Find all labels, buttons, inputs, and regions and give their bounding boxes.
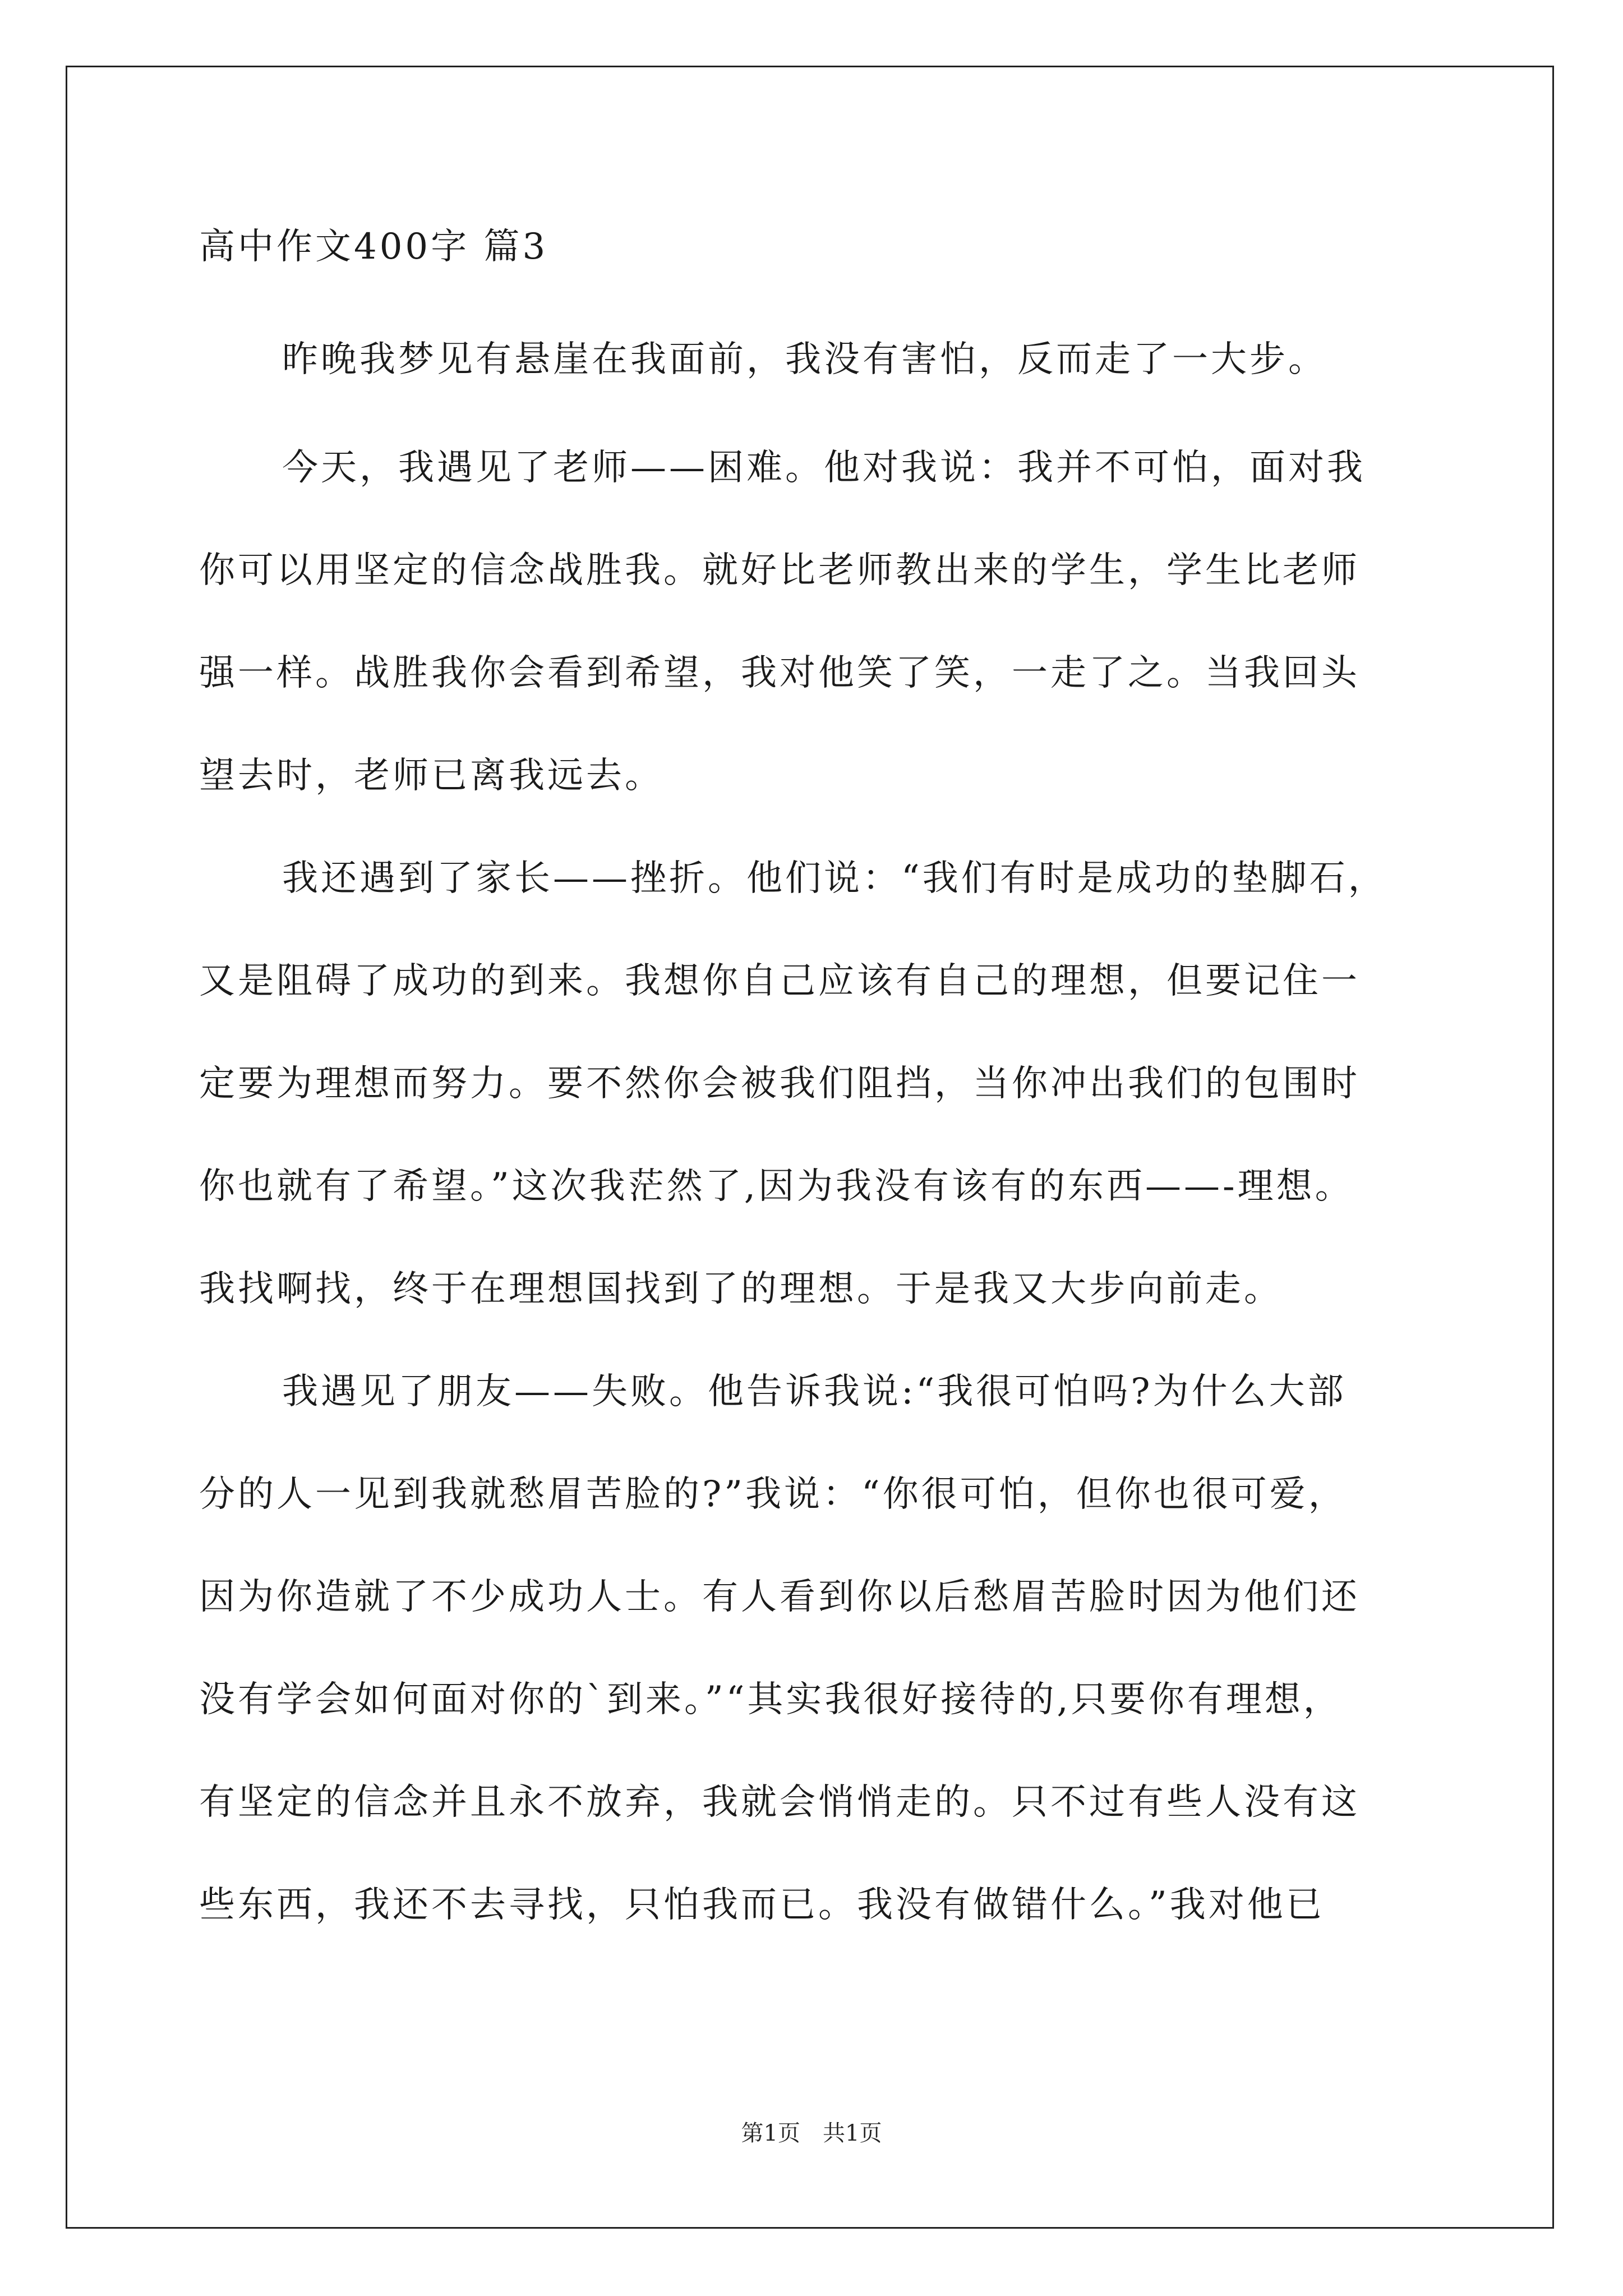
page-number: 第1页 <box>741 2120 800 2146</box>
text-line: 我还遇到了家长——挫折。他们说：“我们有时是成功的垫脚石， <box>282 858 1387 899</box>
text-line: 定要为理想而努力。要不然你会被我们阻挡，当你冲出我们的包围时 <box>199 1063 1360 1105</box>
text-line: 望去时，老师已离我远去。 <box>199 755 663 797</box>
text-line: 我找啊找，终于在理想国找到了的理想。于是我又大步向前走。 <box>199 1268 1283 1310</box>
text-line: 因为你造就了不少成功人士。有人看到你以后愁眉苦脸时因为他们还 <box>199 1576 1360 1618</box>
page-total: 共1页 <box>823 2120 882 2146</box>
text-line: 你可以用坚定的信念战胜我。就好比老师教出来的学生，学生比老师 <box>199 550 1360 591</box>
page-footer <box>0 2119 1623 2147</box>
text-line: 又是阻碍了成功的到来。我想你自己应该有自己的理想，但要记住一 <box>199 960 1360 1002</box>
text-line: 有坚定的信念并且永不放弃，我就会悄悄走的。只不过有些人没有这 <box>199 1782 1360 1823</box>
text-line: 分的人一见到我就愁眉苦脸的?”我说：“你很可怕，但你也很可爱， <box>199 1474 1347 1515</box>
text-line: 你也就有了希望。”这次我茫然了,因为我没有该有的东西——-理想。 <box>199 1166 1354 1207</box>
document-title: 高中作文400字 篇3 <box>199 226 548 268</box>
text-line: 我遇见了朋友——失败。他告诉我说:“我很可怕吗?为什么大部 <box>282 1371 1347 1412</box>
text-line: 没有学会如何面对你的`到来。”“其实我很好接待的,只要你有理想， <box>199 1679 1342 1720</box>
text-line: 今天，我遇见了老师——困难。他对我说：我并不可怕，面对我 <box>282 447 1366 489</box>
text-line: 昨晚我梦见有悬崖在我面前，我没有害怕，反而走了一大步。 <box>282 339 1327 380</box>
text-line: 强一样。战胜我你会看到希望，我对他笑了笑，一走了之。当我回头 <box>199 652 1360 694</box>
text-line: 些东西，我还不去寻找，只怕我而已。我没有做错什么。”我对他已 <box>199 1884 1325 1926</box>
